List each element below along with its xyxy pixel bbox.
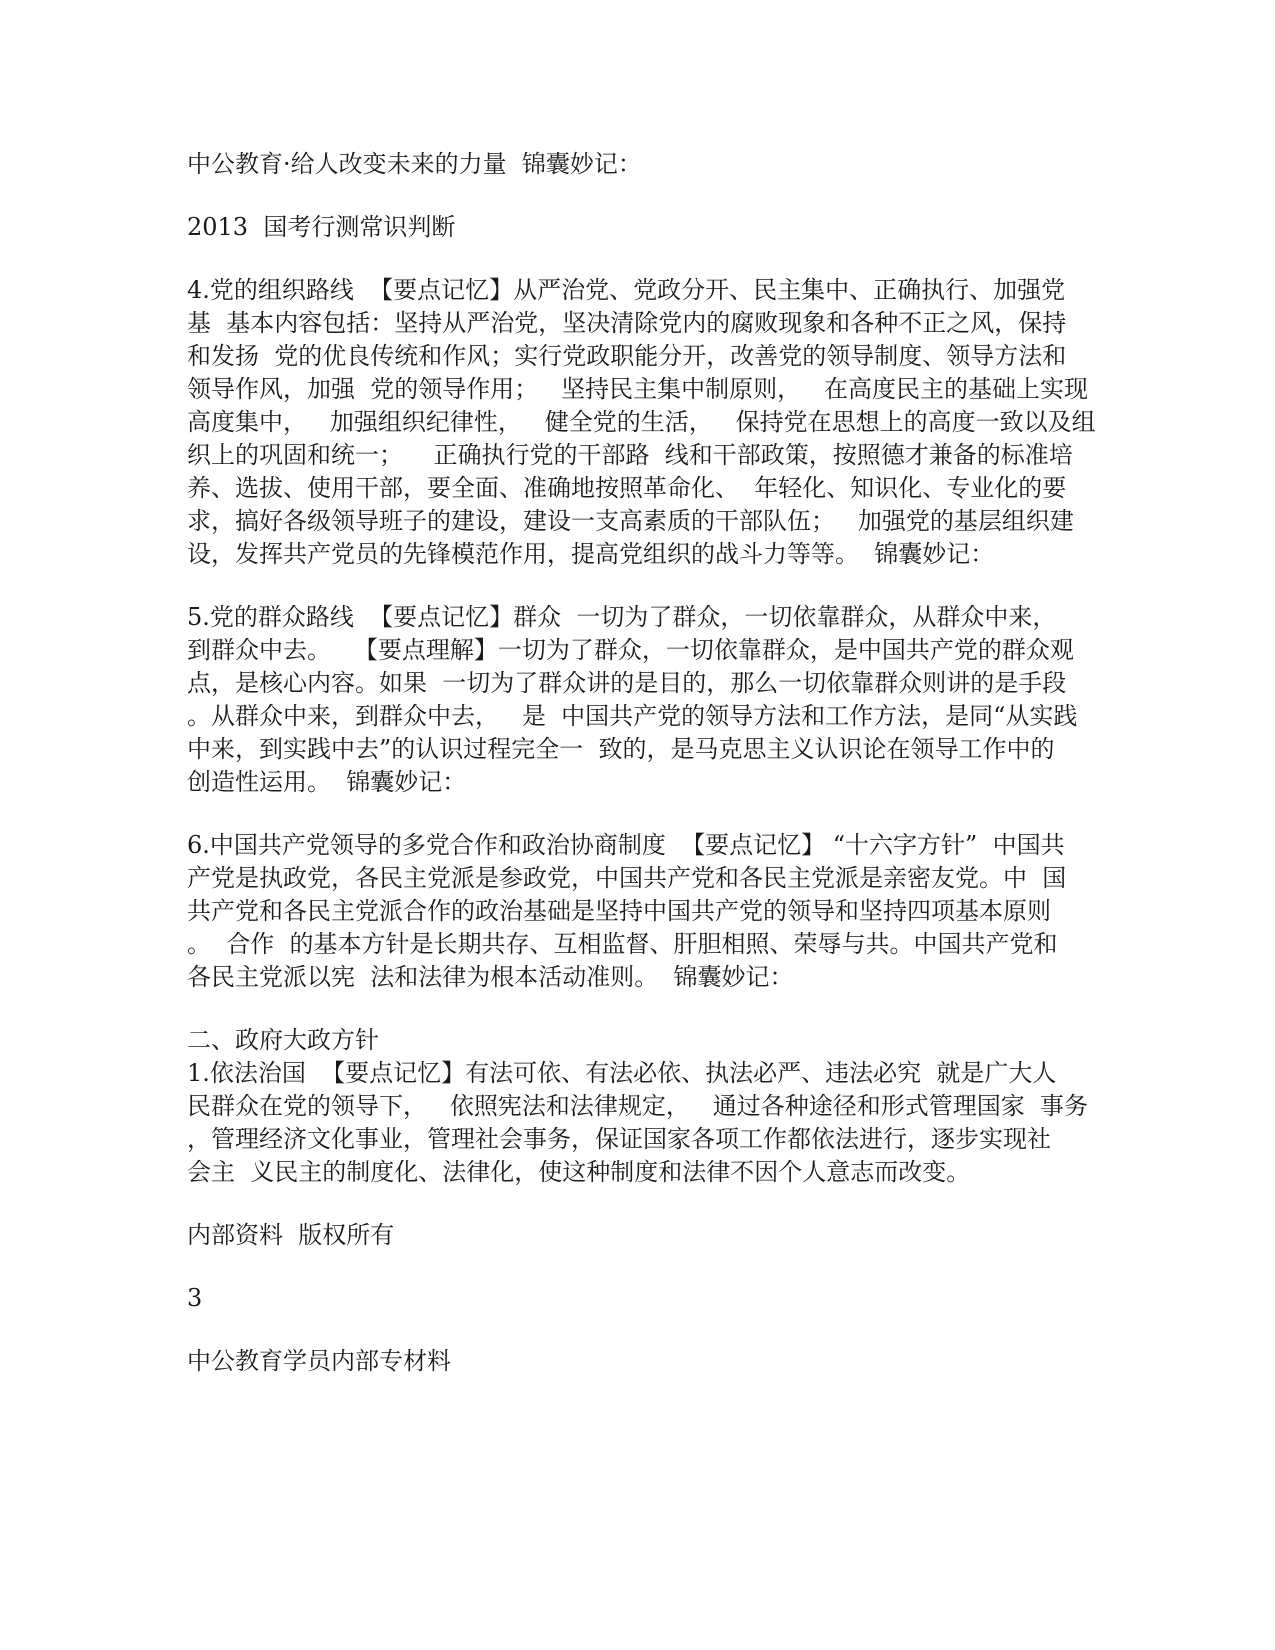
section-mass-line: [187, 601, 1087, 799]
paragraph-line: 求，搞好各级领导班子的建设，建设一支高素质的干部队伍； 加强党的基层组织建: [187, 507, 1074, 535]
paragraph-line: 共产党和各民主党派合作的政治基础是坚持中国共产党的领导和坚持四项基本原则: [187, 897, 1051, 925]
paragraph-line: 5.党的群众路线 【要点记忆】群众 一切为了群众，一切依靠群众，从群众中来，: [187, 603, 1057, 631]
paragraph-line: 民群众在党的领导下， 依照宪法和法律规定， 通过各种途径和形式管理国家 事务: [187, 1092, 1089, 1120]
paragraph-line: 领导作风，加强 党的领导作用； 坚持民主集中制原则， 在高度民主的基础上实现: [187, 375, 1089, 403]
section-party-organizational-line: [187, 274, 1096, 571]
paragraph-line: 各民主党派以宪 法和法律为根本活动准则。 锦囊妙记：: [187, 963, 794, 991]
paragraph-line: 基 基本内容包括：坚持从严治党，坚决清除党内的腐败现象和各种不正之风，保持: [187, 309, 1067, 337]
paragraph-line: 6.中国共产党领导的多党合作和政治协商制度 【要点记忆】 “十六字方针” 中国共: [187, 831, 1065, 859]
paragraph-line: 。 合作 的基本方针是长期共存、互相监督、肝胆相照、荣辱与共。中国共产党和: [187, 930, 1058, 958]
page-header: 中公教育·给人改变未来的力量 锦囊妙记：: [187, 150, 642, 178]
paragraph-line: ，管理经济文化事业，管理社会事务，保证国家各项工作都依法进行，逐步实现社: [187, 1125, 1051, 1153]
paragraph-line: 点，是核心内容。如果 一切为了群众讲的是目的，那么一切依靠群众则讲的是手段: [187, 669, 1067, 697]
document-source: 中公教育学员内部专材料: [187, 1347, 451, 1375]
page-number: 3: [187, 1284, 203, 1312]
paragraph-line: 到群众中去。 【要点理解】一切为了群众，一切依靠群众，是中国共产党的群众观: [187, 636, 1074, 664]
paragraph-line: 设，发挥共产党员的先锋模范作用，提高党组织的战斗力等等。 锦囊妙记：: [187, 540, 995, 568]
section-multiparty-cooperation: [187, 829, 1087, 994]
document-page: [187, 148, 1096, 1378]
paragraph-line: 养、选拔、使用干部，要全面、准确地按照革命化、 年轻化、知识化、专业化的要: [187, 474, 1067, 502]
section-government-policy: [187, 1024, 1087, 1189]
paragraph-line: 中来，到实践中去”的认识过程完全一 致的，是马克思主义认识论在领导工作中的: [187, 735, 1055, 763]
paragraph-line: 4.党的组织路线 【要点记忆】从严治党、党政分开、民主集中、正确执行、加强党: [187, 276, 1066, 304]
copyright-notice: 内部资料 版权所有: [187, 1221, 395, 1249]
paragraph-line: 和发扬 党的优良传统和作风；实行党政职能分开，改善党的领导制度、领导方法和: [187, 342, 1067, 370]
paragraph-line: 创造性运用。 锦囊妙记：: [187, 768, 467, 796]
paragraph-line: 1.依法治国 【要点记忆】有法可依、有法必依、执法必严、违法必究 就是广大人: [187, 1059, 1057, 1087]
paragraph-line: 。从群众中来，到群众中去， 是 中国共产党的领导方法和工作方法，是同“从实践: [187, 702, 1078, 730]
section-heading: 二、政府大政方针: [187, 1026, 379, 1054]
paragraph-line: 产党是执政党，各民主党派是参政党，中国共产党和各民主党派是亲密友党。中 国: [187, 864, 1067, 892]
paragraph-line: 高度集中， 加强组织纪律性， 健全党的生活， 保持党在思想上的高度一致以及组: [187, 408, 1096, 436]
paragraph-line: 会主 义民主的制度化、法律化，使这种制度和法律不因个人意志而改变。: [187, 1158, 971, 1186]
paragraph-line: 织上的巩固和统一； 正确执行党的干部路 线和干部政策，按照德才兼备的标准培: [187, 441, 1073, 469]
document-subtitle: 2013 国考行测常识判断: [187, 213, 456, 241]
